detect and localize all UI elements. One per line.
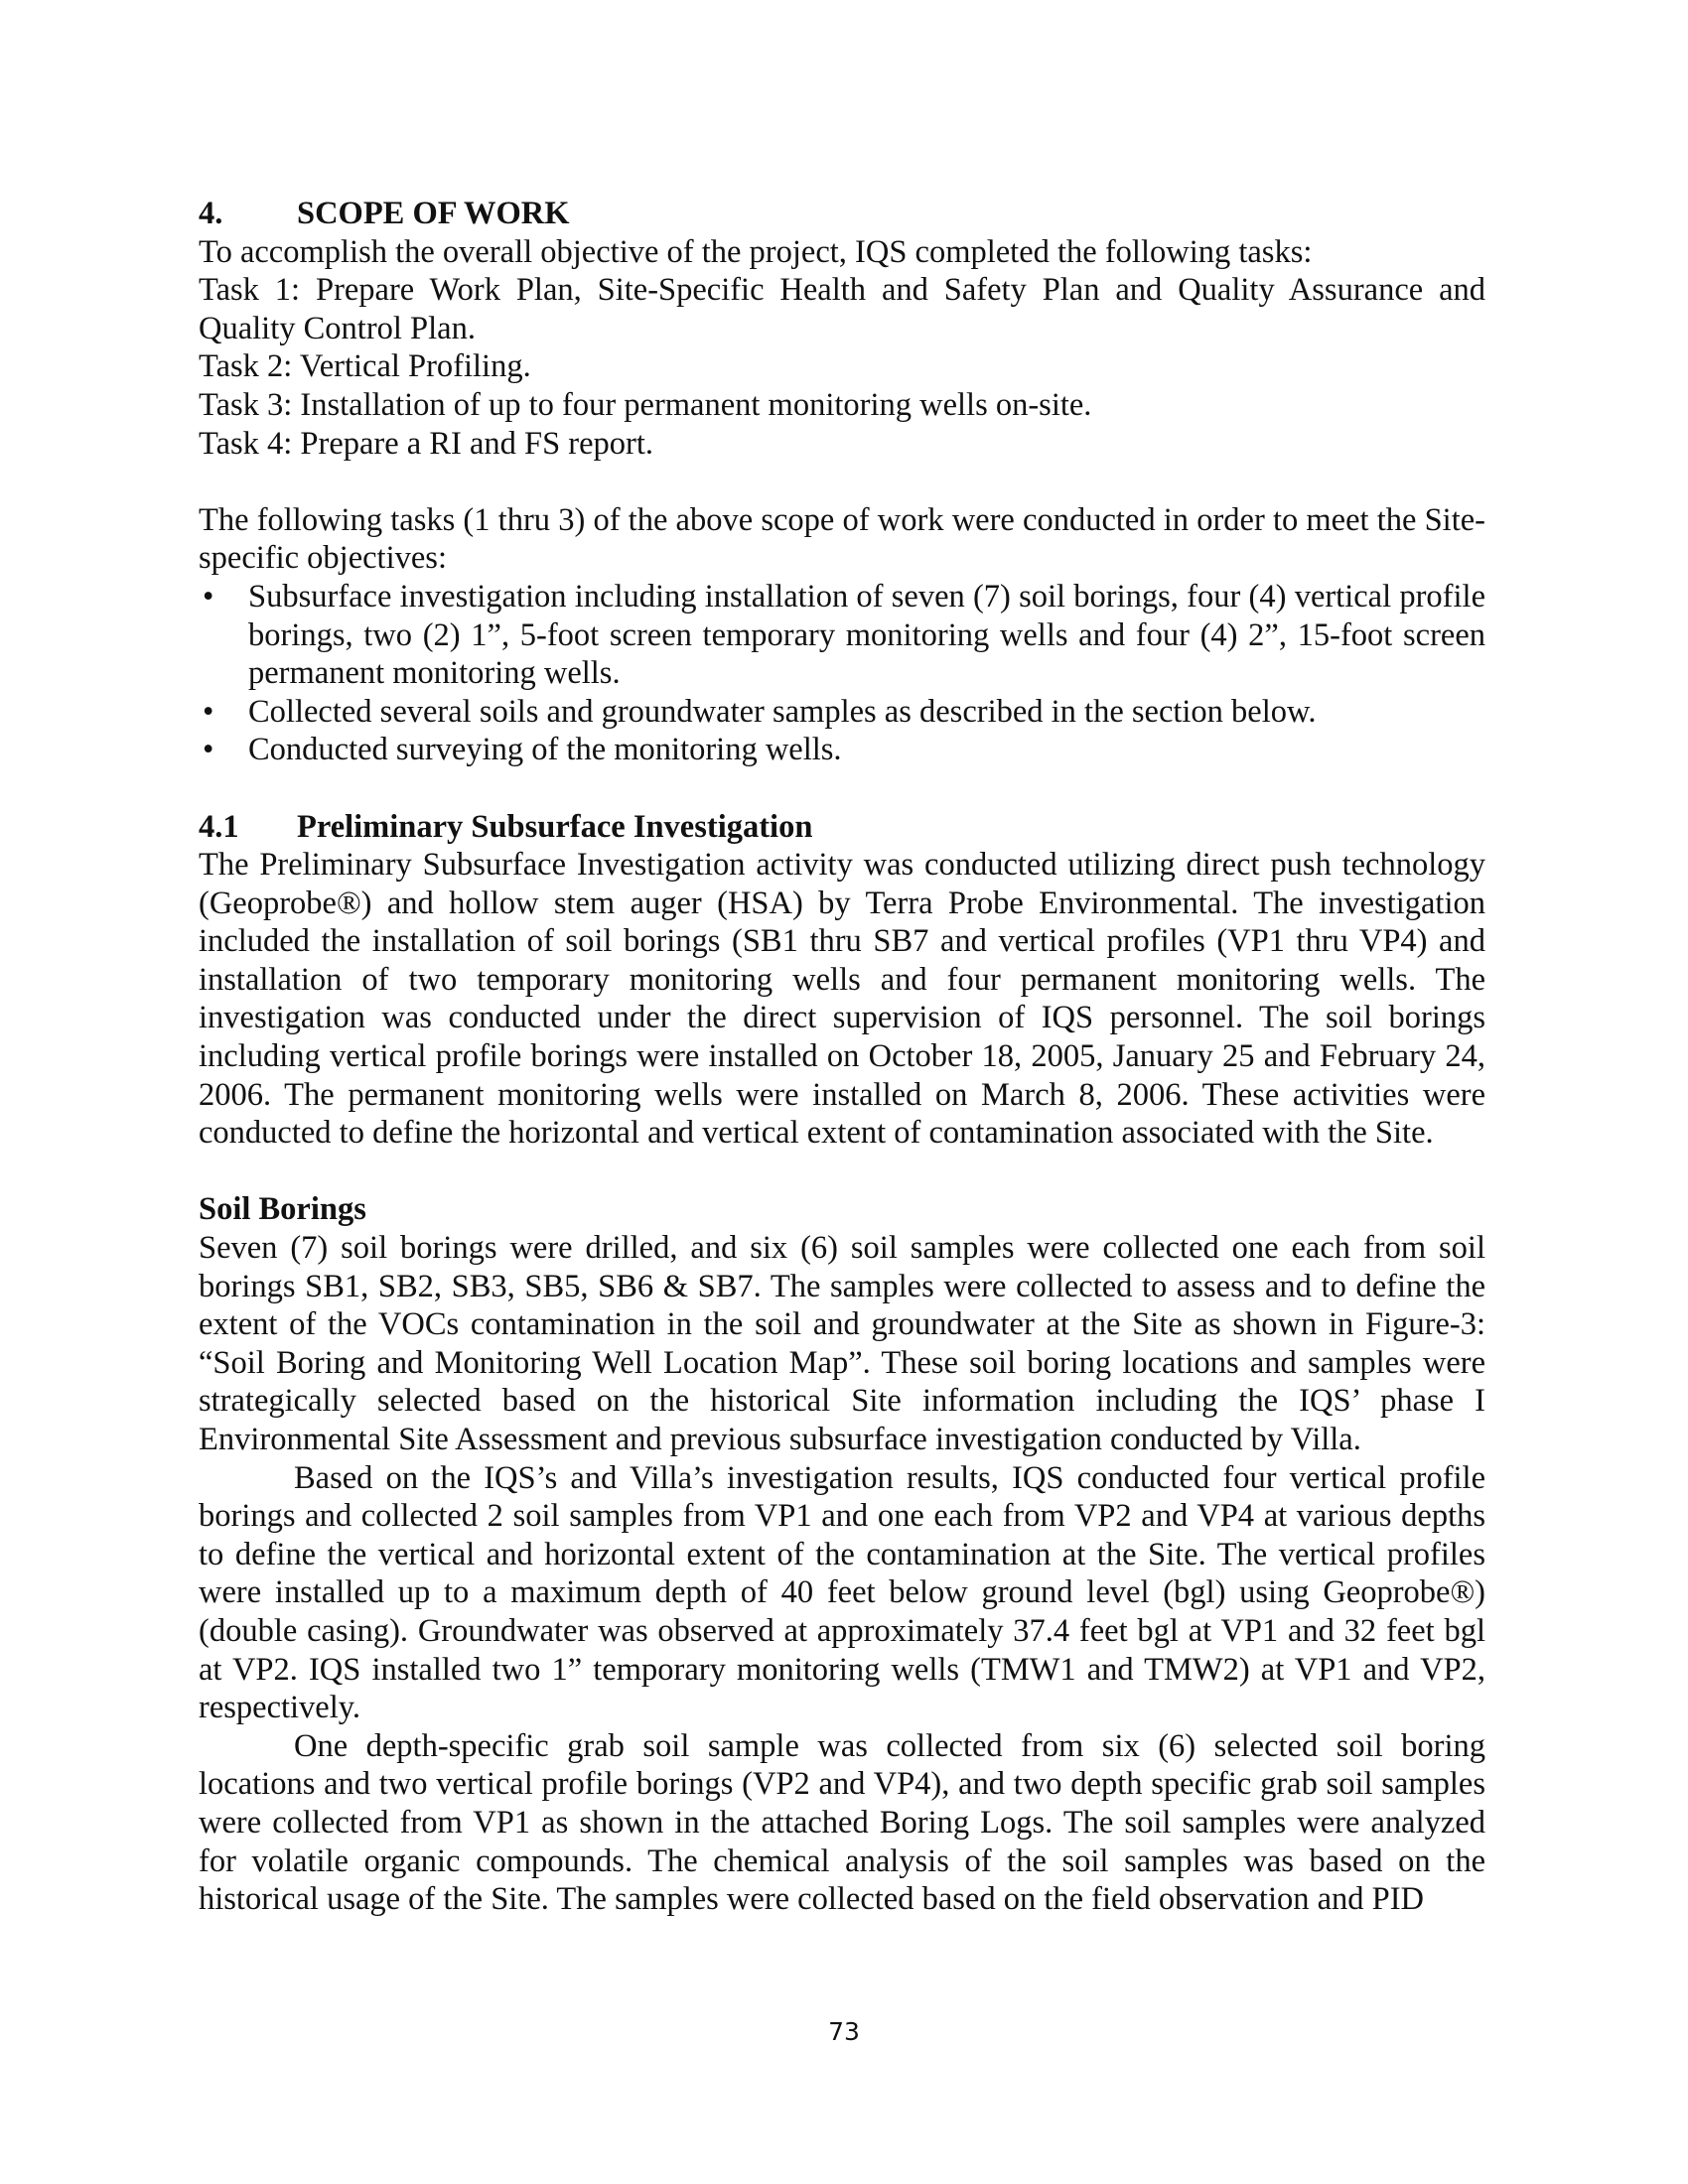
paragraph-spacer [199,1153,1485,1191]
document-page [199,195,1485,1919]
body-paragraph: One depth-specific grab soil sample was collected from six (6) selected soil boring locations and two vertical profile borings (VP2 and VP4), and two depth specific grab soil samples were collected from VP1 as shown in the attached Boring Logs. The soil samples were analyzed for volatile organic compounds. The chemical analysis of the soil samples was based on the historical usage of the Site. The samples were collected based on the field observation and PID [199,1727,1485,1918]
section-number: 4.1 [199,808,239,845]
list-item-text: Collected several soils and groundwater samples as described in the section below. [248,693,1317,730]
task-item: Task 3: Installation of up to four permanent monitoring wells on-site. [199,386,1092,423]
task-item: Task 1: Prepare Work Plan, Site-Specific Health and Safety Plan and Quality Assurance and Quality Control Plan. [199,272,1485,346]
followup-paragraph: The following tasks (1 thru 3) of the above scope of work were conducted in order to meet the Site-specific objectives: [199,501,1485,577]
section-4-heading [199,195,1485,233]
section-intro: To accomplish the overall objective of the project, IQS completed the following tasks: [199,233,1313,270]
objectives-list [199,578,1485,769]
body-paragraph: Based on the IQS’s and Villa’s investigation results, IQS conducted four vertical profile borings and collected 2 soil samples from VP1 and one each from VP2 and VP4 at various depths to define the vertical and horizontal extent of the contamination at the Site. The vertical profiles were installed up to a maximum depth of 40 feet below ground level (bgl) using Geoprobe®) (double casing). Groundwater was observed at approximately 37.4 feet bgl at VP1 and 32 feet bgl at VP2. IQS installed two 1” temporary monitoring wells (TMW1 and TMW2) at VP1 and VP2, respectively. [199,1459,1485,1726]
body-paragraph: Seven (7) soil borings were drilled, and six (6) soil samples were collected one each from soil borings SB1, SB2, SB3, SB5, SB6 & SB7. The samples were collected to assess and to define the extent of the VOCs contamination in the soil and groundwater at the Site as shown in Figure-3: “Soil Boring and Monitoring Well Location Map”. These soil boring locations and samples were strategically selected based on the historical Site information including the IQS’ phase I Environmental Site Assessment and previous subsurface investigation conducted by Villa. [199,1230,1485,1457]
section-4-1-heading [199,808,1485,847]
section-title: Preliminary Subsurface Investigation [297,808,813,845]
list-item [199,693,1485,732]
page-number: 73 [828,2017,860,2046]
section-body: The Preliminary Subsurface Investigation activity was conducted utilizing direct push technology (Geoprobe®) and hollow stem auger (HSA) by Terra Probe Environmental. The investigation included the installation of soil borings (SB1 thru SB7 and vertical profiles (VP1 thru VP4) and installation of two temporary monitoring wells and four permanent monitoring wells. The investigation was conducted under the direct supervision of IQS personnel. The soil borings including vertical profile borings were installed on October 18, 2005, January 25 and February 24, 2006. The permanent monitoring wells were installed on March 8, 2006. These activities were conducted to define the horizontal and vertical extent of contamination associated with the Site. [199,847,1485,1152]
section-title: SCOPE OF WORK [297,196,570,231]
bullet-icon: • [203,732,214,768]
bullet-icon: • [203,693,214,730]
list-item-text: Conducted surveying of the monitoring wells. [248,732,842,768]
list-item [199,578,1485,693]
soil-borings-heading: Soil Borings [199,1191,366,1228]
section-number: 4. [199,196,223,231]
task-item: Task 2: Vertical Profiling. [199,348,531,385]
paragraph-spacer [199,463,1485,501]
bullet-icon: • [203,578,214,614]
paragraph-spacer [199,769,1485,808]
task-item: Task 4: Prepare a RI and FS report. [199,425,654,462]
list-item-text: Subsurface investigation including installation of seven (7) soil borings, four (4) vertical profile borings, two (2) 1”, 5-foot screen temporary monitoring wells and four (4) 2”, 15-foot screen permanent monitoring wells. [248,578,1485,692]
list-item [199,731,1485,769]
